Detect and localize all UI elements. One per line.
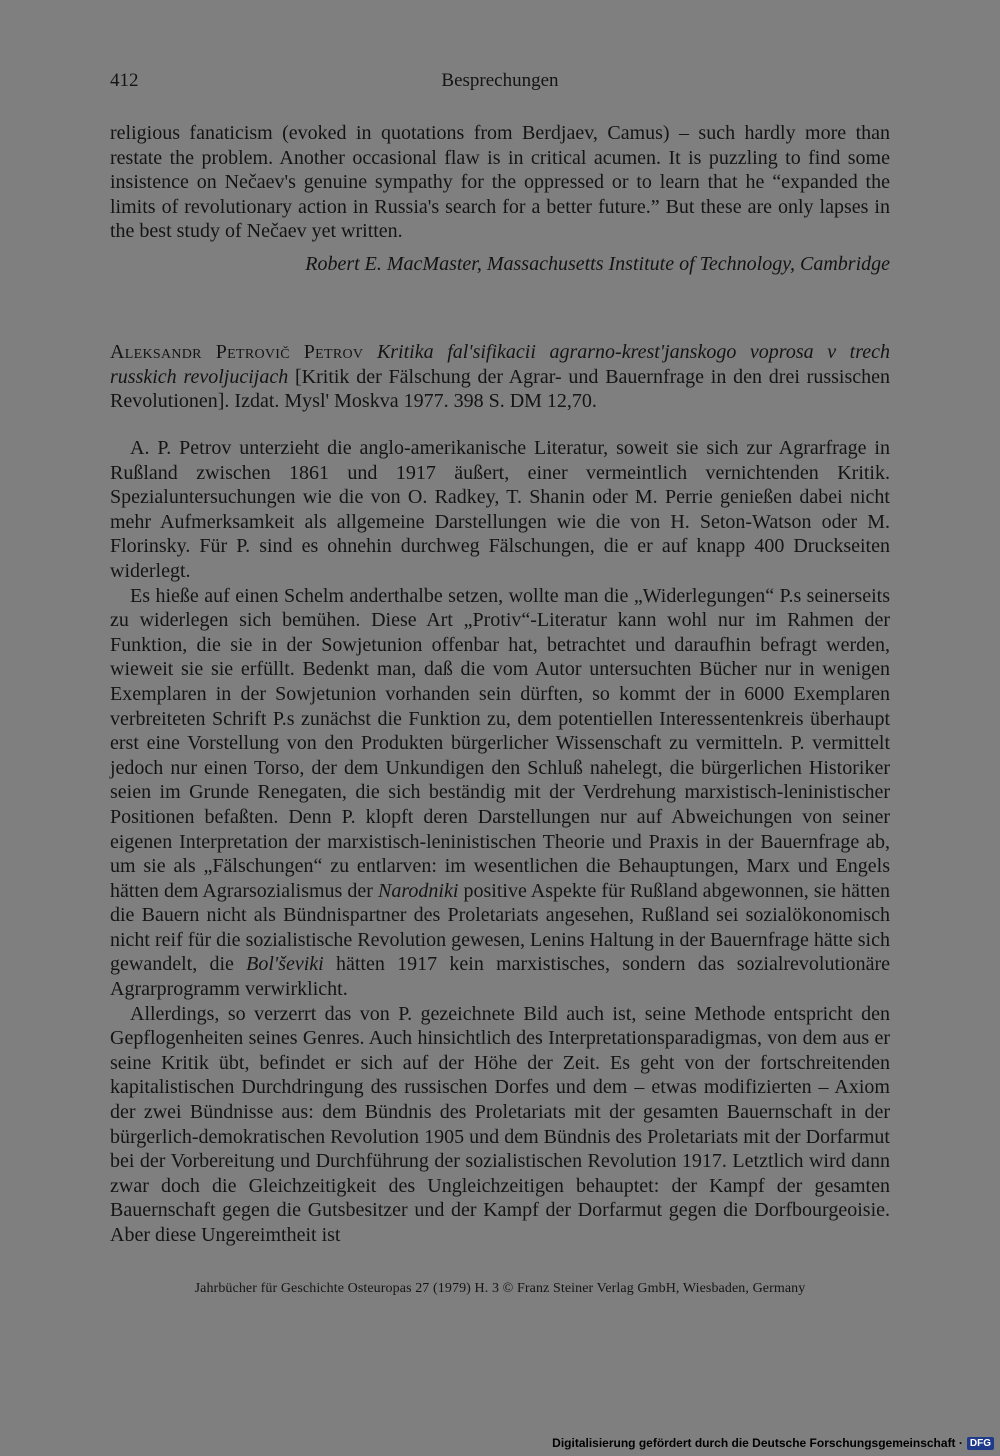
journal-citation: Jahrbücher für Geschichte Osteuropas 27 (1979) H. 3 © Franz Steiner Verlag GmbH, Wiesbaden, Germany bbox=[194, 1281, 806, 1296]
review1-paragraph: religious fanaticism (evoked in quotations from Berdjaev, Camus) – such hardly more than restate the problem. Another occasional flaw is in critical acumen. It is puzzling to find some insistence on Nečaev's genuine sympathy for the oppressed or to learn that he “expanded the limits of revolutionary action in Russia's search for a better future.” But these are only lapses in the best study of Nečaev yet written. bbox=[110, 122, 890, 243]
review2-text bbox=[110, 436, 890, 1248]
review2-paragraph-1: A. P. Petrov unterzieht die anglo-amerikanische Literatur, soweit sie sich zur Agrarfrage in Rußland zwischen 1861 und 1917 äußert, einer vermeintlich vernichtenden Kritik. Spezialuntersuchungen wie die von O. Radkey, T. Shanin oder M. Perrie genießen dabei nicht mehr Aufmerksamkeit als allgemeine Darstellungen wie die von H. Seton-Watson oder M. Florinsky. Für P. sind es ohnehin durchweg Fälschungen, die er auf knapp 400 Druckseiten widerlegt. bbox=[110, 437, 890, 582]
dfg-logo-icon: DFG bbox=[967, 1437, 994, 1450]
running-title: Besprechungen bbox=[441, 70, 559, 91]
book-details: [Kritik der Fälschung der Agrar- und Bauernfrage in den drei russischen Revolutionen]. Izdat. Mysl' Moskva 1977. 398 S. DM 12,70. bbox=[110, 365, 890, 413]
review2-paragraph-2-mid: positive Aspekte für Rußland abgewonnen, sie hätten die Bauern nicht als Bündnispartner des Proletariats angesehen, Rußland sei sozialökonomisch nicht reif für die sozialistische Revolution gewesen, Lenins Haltung in der Bauernfrage hätte sich gewandelt, die bbox=[110, 879, 891, 976]
digitization-note: Digitalisierung gefördert durch die Deutsche Forschungsgemeinschaft · bbox=[552, 1436, 963, 1450]
book-author: Aleksandr Petrovič Petrov bbox=[110, 341, 364, 363]
digitization-notice bbox=[552, 1436, 994, 1450]
term-bolseviki: Bol'ševiki bbox=[246, 953, 324, 976]
review2-paragraph-2 bbox=[110, 584, 890, 1002]
review2-paragraph-2-start: Es hieße auf einen Schelm anderthalbe setzen, wollte man die „Widerlegungen“ P.s seinerseits zu widerlegen sich bemühen. Diese Art „Protiv“-Literatur kann wohl nur im Rahmen der Funktion, die sie in der Sowjetunion offenbar hat, betrachtet und daraufhin befragt werden, wieweit sie sie erfüllt. Bedenkt man, daß die vom Autor untersuchten Bücher nur in wenigen Exemplaren in der Sowjetunion vorhanden sein dürften, so kommt der in 6000 Exemplaren verbreiteten Schrift P.s zunächst die Funktion zu, dem potentiellen Interessentenkreis überhaupt erst eine Vorstellung von den Produkten bürgerlicher Wissenschaft zu vermitteln. P. vermittelt jedoch nur einen Torso, der dem Unkundigen den Schluß nahelegt, die bürgerlichen Historiker seien im Grunde Renegaten, die sich beständig mit der Verdrehung marxistisch-leninistischer Positionen befaßten. Denn P. klopft deren Darstellungen nur auf Abweichungen von seiner eigenen Interpretation der marxistisch-leninistischen Theorie und Praxis in der Bauernfrage ab, um sie als „Fälschungen“ zu entlarven: im wesentlichen die Behauptungen, Marx und Engels hätten dem Agrarsozialismus der bbox=[110, 584, 890, 902]
term-narodniki: Narodniki bbox=[378, 879, 459, 902]
review2-paragraph-3: Allerdings, so verzerrt das von P. gezeichnete Bild auch ist, seine Methode entspricht den Gepflogenheiten seines Genres. Auch hinsichtlich des Interpretationsparadigmas, von dem aus er seine Kritik übt, befindet er sich auf der Höhe der Zeit. Es geht von der fortschreitenden kapitalistischen Durchdringung des russischen Dorfes und dem – etwas modifizierten – Axiom der zwei Bündnisse aus: dem Bündnis des Proletariats mit der gesamten Bauernschaft in der bürgerlich-demokratischen Revolution 1905 und dem Bündnis des Proletariats mit der Dorfarmut bei der Vorbereitung und Durchführung der sozialistischen Revolution 1917. Letztlich wird dann zwar doch die Gleichzeitigkeit des Ungleichzeitigen behauptet: der Kampf der gesamten Bauernschaft gegen die Gutsbesitzer und der Kampf der Dorfarmut gegen die Dorfbourgeoisie. Aber diese Ungereimtheit ist bbox=[110, 1002, 890, 1246]
page-number: 412 bbox=[110, 70, 139, 91]
reviewer-signature: Robert E. MacMaster, Massachusetts Institute of Technology, Cambridge bbox=[305, 253, 890, 275]
book-title: Kritika fal'sifikacii agrarno-krest'janskogo voprosa v trech russkich revoljucijach bbox=[110, 341, 891, 388]
review2-paragraph-2-end: hätten 1917 kein marxistisches, sondern das sozialrevolutionäre Agrarprogramm verwirklicht. bbox=[110, 953, 891, 1001]
review1-text bbox=[110, 121, 890, 244]
book-reference bbox=[110, 340, 890, 414]
